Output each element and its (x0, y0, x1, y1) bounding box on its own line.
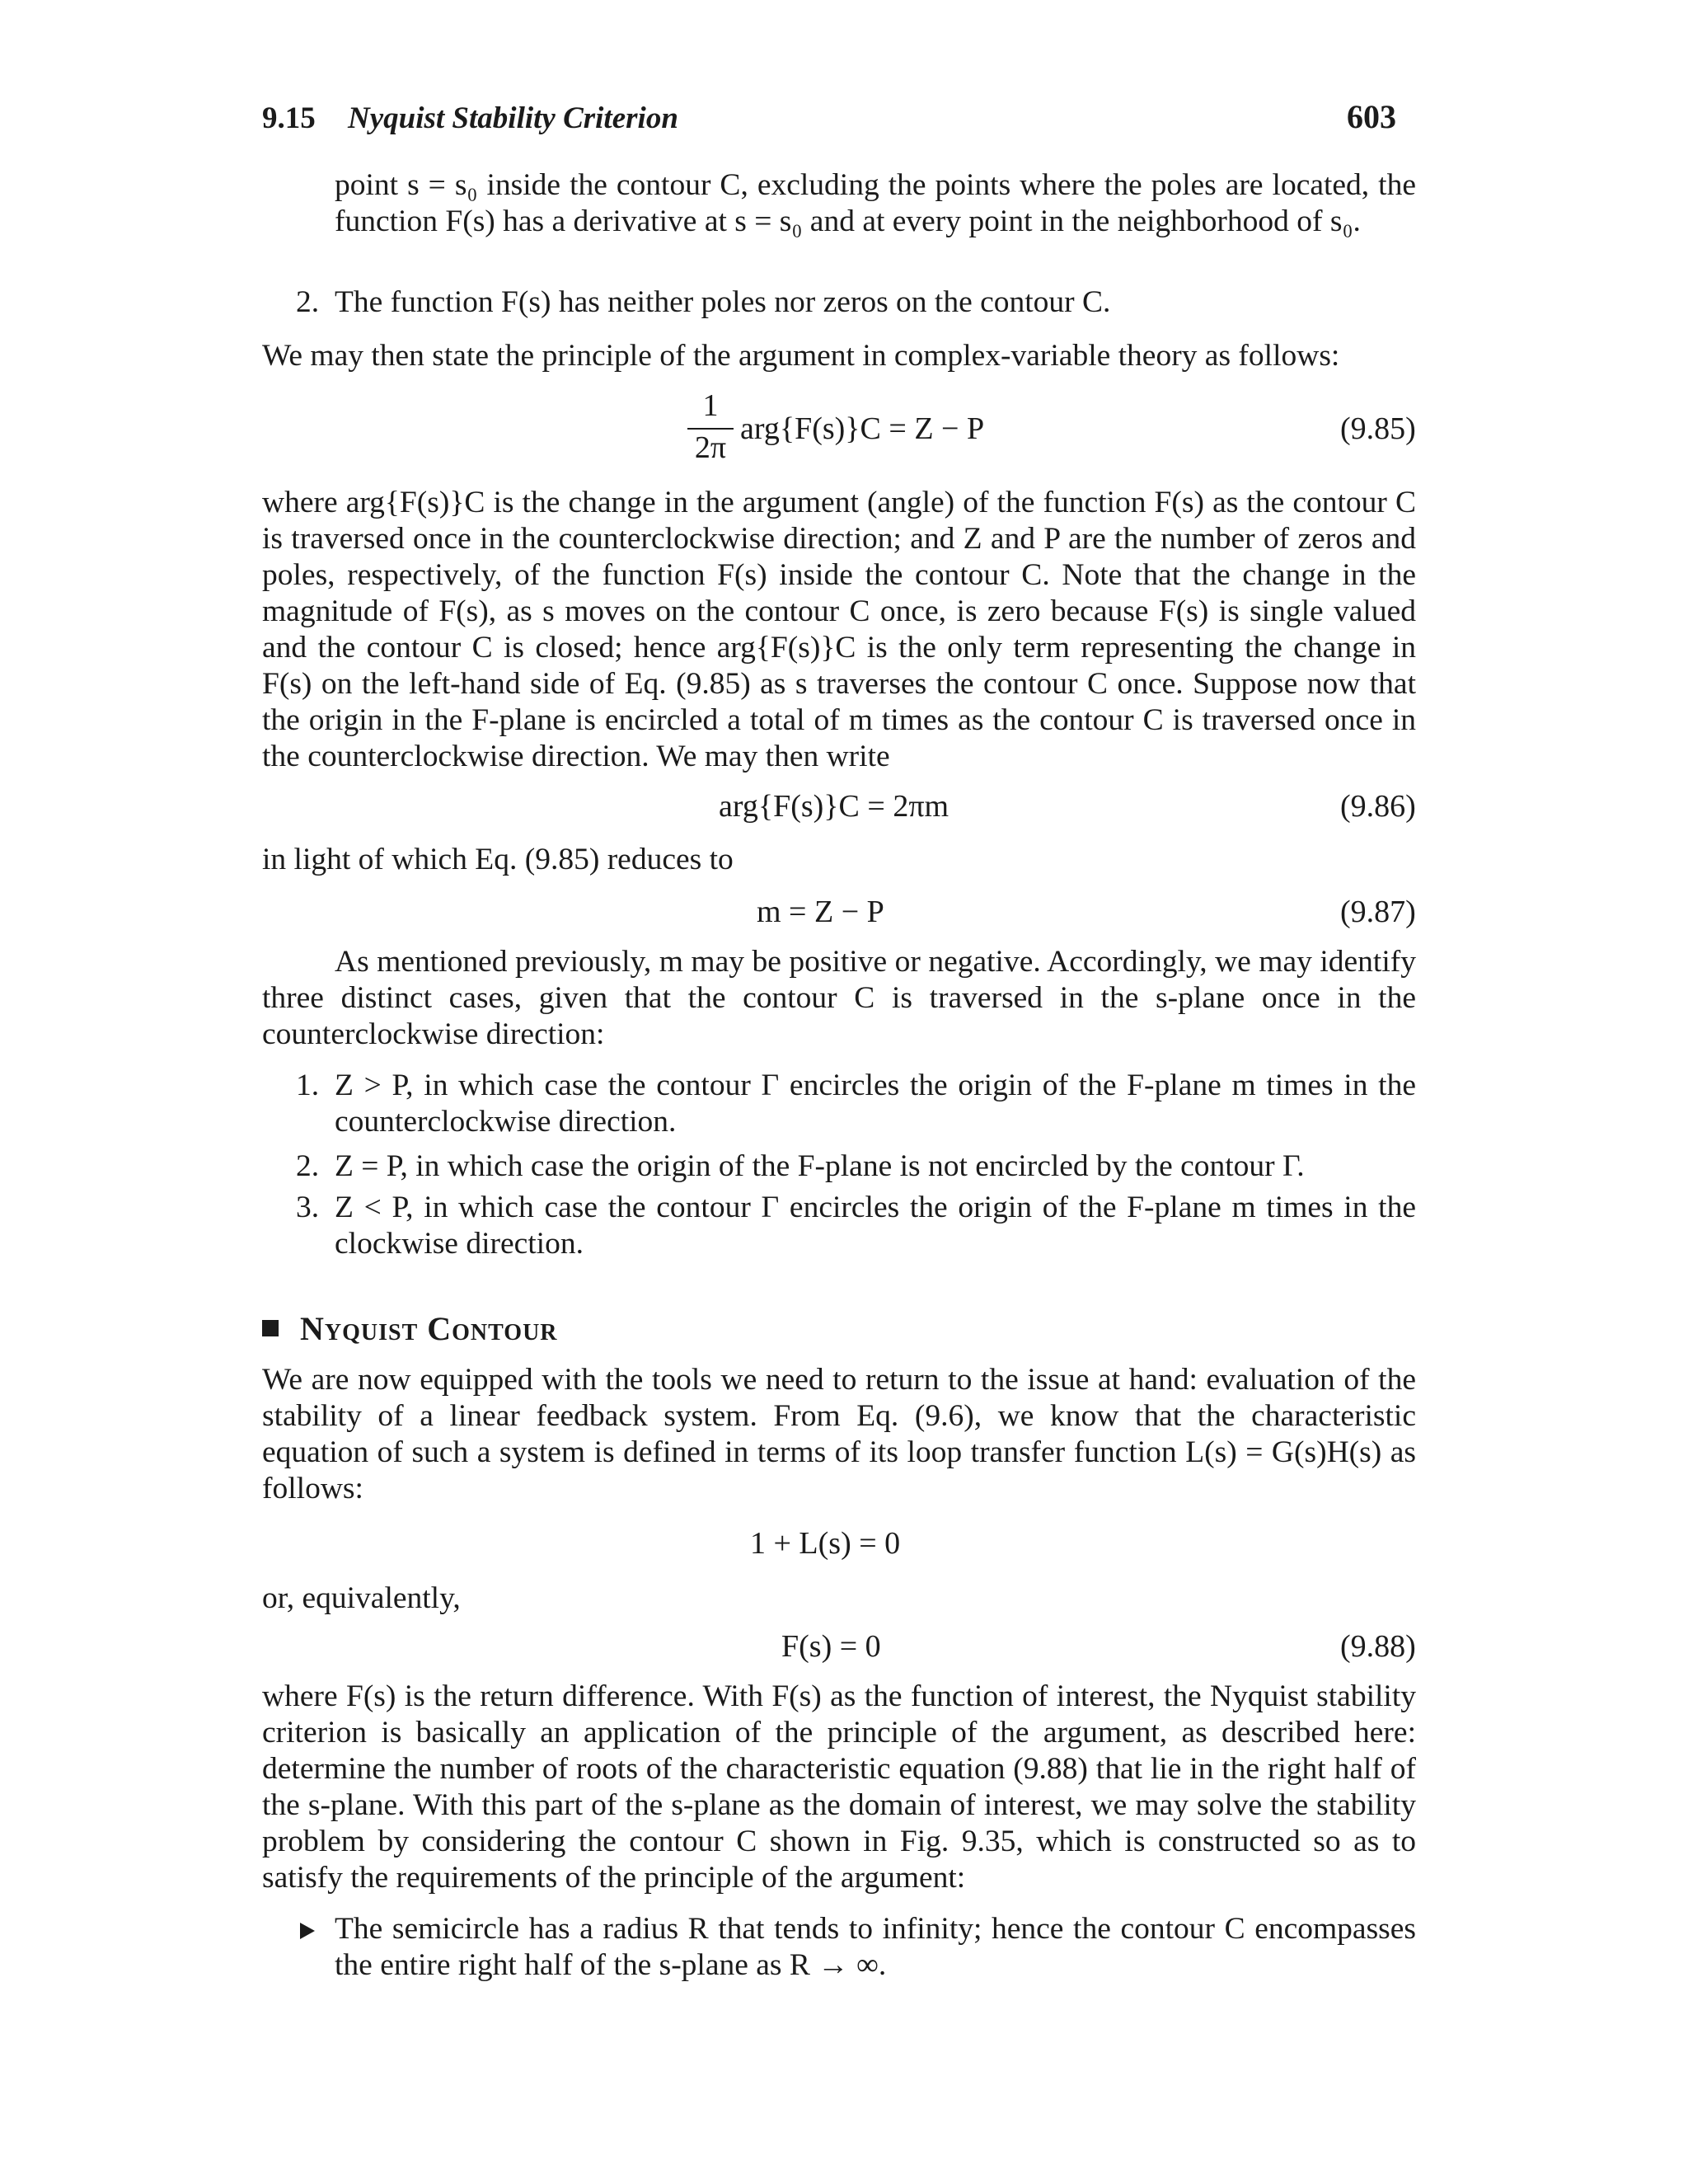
section-number: 9.15 (262, 101, 316, 135)
fraction-numerator: 1 (702, 388, 719, 423)
case1-number: 1. (296, 1069, 320, 1102)
equation-label: (9.86) (1340, 789, 1416, 824)
item2-number: 2. (296, 285, 320, 319)
case1-text: Z > P, in which case the contour Γ encircles the origin of the F-plane m times in the counterclockwise direction. (335, 1069, 1416, 1139)
paragraph-return-difference: where F(s) is the return difference. With F(s) as the function of interest, the Nyquist stability criterion is basically an application of the principle of the argument, as described here: determine the number of roots of the characteristic equation (9.88) that lie in the right half of the s-plane. With this part of the s-plane as the domain of interest, we may solve the stability problem by considering the contour C shown in Fig. 9.35, which is constructed so as to satisfy the requirements of the principle of the argument: (262, 1679, 1416, 1895)
paragraph-mentioned: As mentioned previously, m may be positive or negative. Accordingly, we may identify three distinct cases, given that the contour C is traversed in the s-plane once in the counterclockwise direction: (262, 945, 1416, 1051)
section-heading-text: Nyquist Contour (300, 1310, 558, 1347)
item2-text: The function F(s) has neither poles nor zeros on the contour C. (335, 285, 1111, 319)
item1-continuation: point s = s₀ inside the contour C, excluding the points where the poles are located, the function F(s) has a derivative at s = s₀ and at every point in the neighborhood of s₀. (335, 168, 1416, 238)
paragraph-equipped: We are now equipped with the tools we need to return to the issue at hand: evaluation of the stability of a linear feedback system. From Eq. (9.6), we know that the characteristic equation of such a system is defined in terms of its loop transfer function L(s) = G(s)H(s) as follows: (262, 1363, 1416, 1505)
equation-label: (9.87) (1340, 895, 1416, 929)
square-bullet-icon (262, 1320, 279, 1336)
section-heading (262, 1309, 558, 1348)
page-number: 603 (1347, 98, 1396, 135)
characteristic-equation: 1 + L(s) = 0 (750, 1526, 901, 1561)
equivalently-line: or, equivalently, (262, 1581, 461, 1615)
equation-9-87: m = Z − P (757, 895, 884, 929)
equation-9-86: arg{F(s)}C = 2πm (719, 789, 950, 824)
case2-number: 2. (296, 1149, 320, 1183)
equation-9-88: F(s) = 0 (781, 1629, 881, 1664)
running-head (262, 101, 678, 136)
equation-label: (9.88) (1340, 1629, 1416, 1664)
paragraph-where: where arg{F(s)}C is the change in the argument (angle) of the function F(s) as the contour C is traversed once in the counterclockwise direction; and Z and P are the number of zeros and poles, respectively, of the function F(s) inside the contour C. Note that the change in the magnitude of F(s), as s moves on the contour C once, is zero because F(s) is single valued and the contour C is closed; hence arg{F(s)}C is the only term representing the change in F(s) on the left-hand side of Eq. (9.85) as s traverses the contour C once. Suppose now that the origin in the F-plane is encircled a total of m times as the contour C is traversed once in the counterclockwise direction. We may then write (262, 486, 1416, 773)
case3-text: Z < P, in which case the contour Γ encircles the origin of the F-plane m times in the clockwise direction. (335, 1191, 1416, 1261)
triangle-bullet-icon (300, 1923, 315, 1939)
bullet-semicircle: The semicircle has a radius R that tends to infinity; hence the contour C encompasses the entire right half of the s-plane as R → ∞. (335, 1912, 1416, 1982)
case2-text: Z = P, in which case the origin of the F-plane is not encircled by the contour Γ. (335, 1149, 1305, 1183)
fraction-denominator: 2π (694, 430, 727, 465)
principle-intro: We may then state the principle of the argument in complex-variable theory as follows: (262, 339, 1340, 373)
case3-number: 3. (296, 1191, 320, 1224)
section-title: Nyquist Stability Criterion (348, 101, 678, 135)
equation-label: (9.85) (1340, 411, 1416, 446)
equation-rhs: arg{F(s)}C = Z − P (740, 411, 985, 446)
reduces-line: in light of which Eq. (9.85) reduces to (262, 843, 734, 876)
